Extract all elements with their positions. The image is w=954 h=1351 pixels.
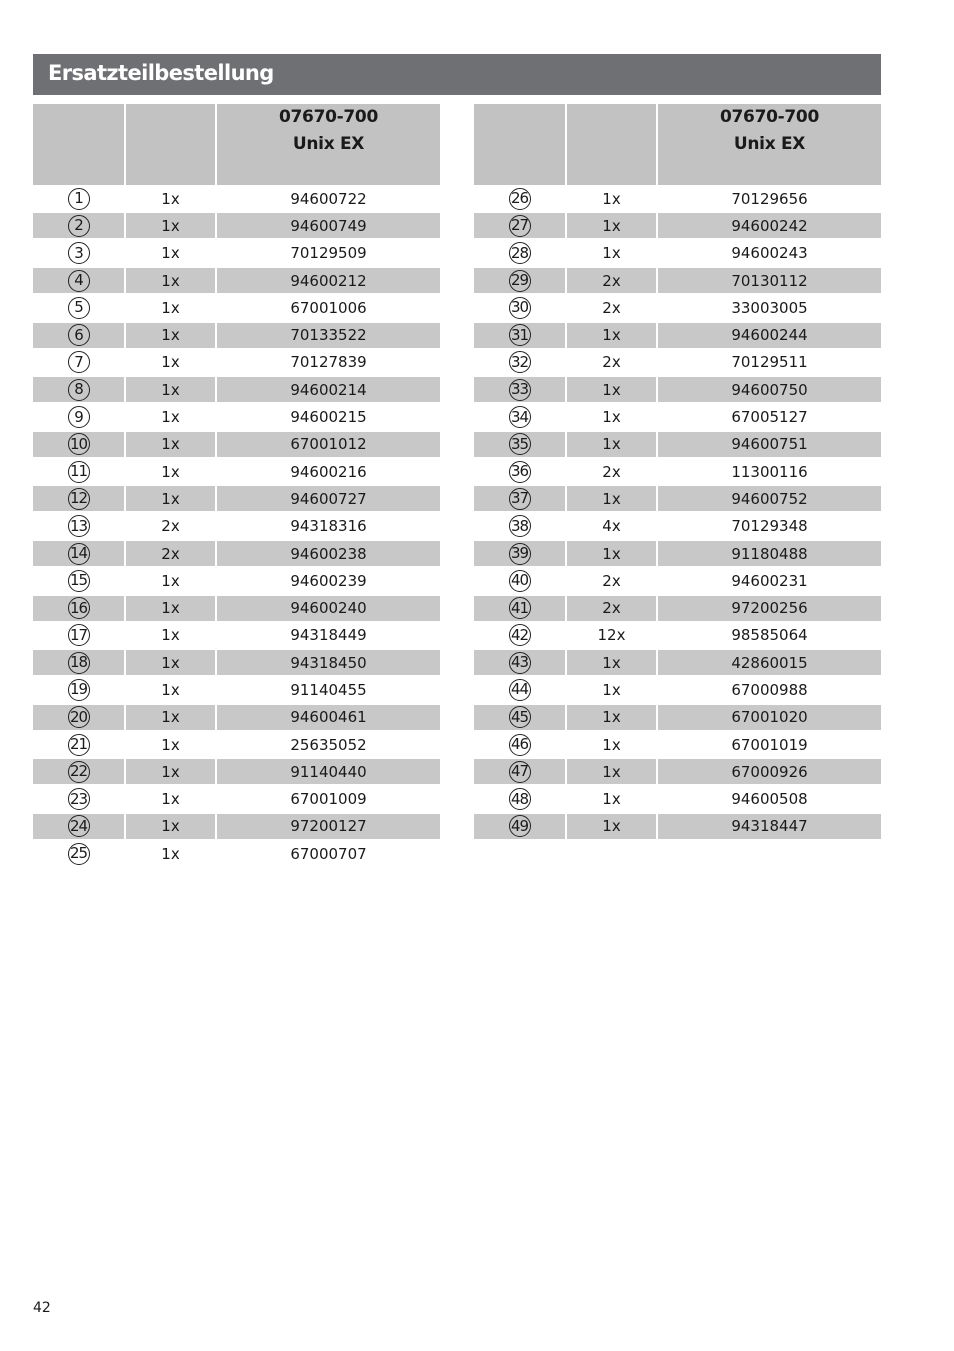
position-number: 18 [68,652,90,674]
position-cell [33,596,124,621]
part-number-cell: 67001009 [290,790,367,809]
position-cell [474,759,565,784]
table-row [33,540,440,567]
table-row [474,622,881,649]
table-row [33,403,440,430]
part-number-cell: 94600239 [290,571,367,590]
part-number-cell: 94600243 [731,244,808,263]
part-number-cell: 94600242 [658,213,881,238]
quantity-cell: 1x [161,298,180,317]
part-number-cell: 42860015 [658,650,881,675]
quantity-cell: 1x [567,814,656,839]
position-cell [33,623,124,648]
position-number: 21 [68,734,90,756]
table-row [474,513,881,540]
position-cell [33,377,124,402]
part-number-cell: 94600727 [217,486,440,511]
quantity-cell: 1x [602,408,621,427]
table-row [474,786,881,813]
table-row [33,622,440,649]
table-row [33,704,440,731]
page-number: 42 [33,1300,51,1316]
position-cell [33,241,124,266]
position-number: 9 [68,406,90,428]
table-row [474,403,881,430]
quantity-cell: 1x [567,323,656,348]
quantity-cell: 1x [602,189,621,208]
quantity-cell: 2x [161,517,180,536]
part-number-cell: 94600244 [658,323,881,348]
position-cell [474,541,565,566]
quantity-cell: 2x [602,462,621,481]
table-row [33,567,440,594]
position-number: 10 [68,433,90,455]
table-row [474,485,881,512]
position-number: 26 [509,188,531,210]
page-title: Ersatzteilbestellung [33,54,881,95]
table-row [33,676,440,703]
position-number: 25 [68,843,90,865]
table-row [33,649,440,676]
position-number: 49 [509,815,531,837]
position-cell [33,405,124,430]
part-number-cell: 67000926 [658,759,881,784]
table-row [33,240,440,267]
position-cell [33,541,124,566]
part-number-cell: 94600215 [290,408,367,427]
quantity-cell: 1x [126,323,215,348]
table-row [33,185,440,212]
table-row [33,212,440,239]
quantity-cell: 1x [567,486,656,511]
position-number: 30 [509,297,531,319]
position-number: 4 [68,270,90,292]
table-row [33,840,440,867]
position-number: 45 [509,706,531,728]
part-number-cell: 98585064 [731,626,808,645]
table-row [474,594,881,621]
quantity-cell: 1x [161,844,180,863]
table-row [33,267,440,294]
position-cell [33,841,124,866]
position-cell [33,268,124,293]
quantity-cell: 1x [161,408,180,427]
table-row [33,513,440,540]
quantity-cell: 1x [567,759,656,784]
table-row [33,431,440,458]
position-number: 40 [509,570,531,592]
part-number-cell: 67001012 [217,432,440,457]
quantity-cell: 1x [161,626,180,645]
header-cell-quantity [126,104,215,185]
position-number: 22 [68,761,90,783]
position-number: 48 [509,788,531,810]
position-cell [474,486,565,511]
part-number-cell: 94318447 [658,814,881,839]
quantity-cell: 1x [126,377,215,402]
position-cell [474,186,565,211]
position-cell [474,677,565,702]
quantity-cell: 12x [597,626,626,645]
position-cell [474,459,565,484]
part-number-cell: 33003005 [731,298,808,317]
part-number-cell: 94600216 [290,462,367,481]
part-number-cell: 94600212 [217,268,440,293]
position-cell [474,514,565,539]
quantity-cell: 2x [126,541,215,566]
table-row [33,458,440,485]
table-row [474,212,881,239]
part-number-cell: 67001019 [731,735,808,754]
quantity-cell: 2x [602,353,621,372]
position-number: 23 [68,788,90,810]
table-row [474,267,881,294]
position-cell [474,650,565,675]
quantity-cell: 1x [126,432,215,457]
quantity-cell: 1x [126,268,215,293]
part-number-cell: 91140455 [290,680,367,699]
position-cell [33,568,124,593]
part-number-cell: 67005127 [731,408,808,427]
part-number-cell: 67001020 [658,705,881,730]
table-row [33,376,440,403]
position-number: 5 [68,297,90,319]
position-cell [33,295,124,320]
table-row [474,676,881,703]
position-cell [33,514,124,539]
position-number: 12 [68,488,90,510]
position-number: 11 [68,461,90,483]
table-body [33,185,440,867]
position-number: 32 [509,351,531,373]
position-cell [33,677,124,702]
position-cell [33,814,124,839]
part-number-cell: 94600749 [217,213,440,238]
position-cell [33,186,124,211]
part-number-cell: 70129656 [731,189,808,208]
position-cell [33,432,124,457]
part-number-cell: 70127839 [290,353,367,372]
quantity-cell: 1x [567,650,656,675]
header-code: 07670-700 [279,107,378,127]
position-number: 7 [68,351,90,373]
table-header [33,104,440,185]
part-number-cell: 70129348 [731,517,808,536]
quantity-cell: 1x [126,596,215,621]
position-cell [33,213,124,238]
position-number: 2 [68,215,90,237]
position-number: 17 [68,624,90,646]
table-row [33,349,440,376]
table-row [474,349,881,376]
position-number: 27 [509,215,531,237]
table-row [474,813,881,840]
quantity-cell: 1x [602,244,621,263]
position-number: 24 [68,815,90,837]
quantity-cell: 1x [126,213,215,238]
position-number: 33 [509,379,531,401]
part-number-cell: 94600508 [731,790,808,809]
table-row [474,240,881,267]
quantity-cell: 1x [161,735,180,754]
position-number: 19 [68,679,90,701]
position-cell [33,486,124,511]
position-number: 28 [509,242,531,264]
table-row [33,731,440,758]
position-cell [33,705,124,730]
position-number: 44 [509,679,531,701]
table-row [474,321,881,348]
quantity-cell: 1x [161,353,180,372]
quantity-cell: 1x [126,814,215,839]
position-cell [474,568,565,593]
quantity-cell: 1x [161,189,180,208]
table-row [33,758,440,785]
part-number-cell: 25635052 [290,735,367,754]
position-number: 37 [509,488,531,510]
position-number: 20 [68,706,90,728]
quantity-cell: 1x [567,541,656,566]
table-row [33,294,440,321]
quantity-cell: 1x [602,680,621,699]
quantity-cell: 1x [567,377,656,402]
quantity-cell: 1x [161,462,180,481]
position-number: 1 [68,188,90,210]
position-cell [474,596,565,621]
part-number-cell: 94600722 [290,189,367,208]
position-cell [33,350,124,375]
table-row [33,321,440,348]
position-cell [33,787,124,812]
position-cell [474,814,565,839]
position-number: 47 [509,761,531,783]
part-number-cell: 91140440 [217,759,440,784]
part-number-cell: 94600751 [658,432,881,457]
header-cell-number [33,104,124,185]
header-model: Unix EX [292,134,365,154]
part-number-cell: 97200256 [658,596,881,621]
part-number-cell: 94600238 [217,541,440,566]
part-number-cell: 94600752 [658,486,881,511]
quantity-cell: 1x [126,486,215,511]
table-row [474,731,881,758]
position-number: 36 [509,461,531,483]
position-number: 46 [509,734,531,756]
position-number: 35 [509,433,531,455]
position-cell [474,295,565,320]
part-number-cell: 70129511 [731,353,808,372]
part-number-cell: 67001006 [290,298,367,317]
position-cell [33,732,124,757]
position-cell [33,459,124,484]
header-code: 07670-700 [720,107,819,127]
quantity-cell: 1x [126,759,215,784]
position-cell [474,213,565,238]
quantity-cell: 1x [602,735,621,754]
table-row [33,485,440,512]
table-body [474,185,881,840]
header-cell-model [658,104,881,185]
position-number: 29 [509,270,531,292]
quantity-cell: 1x [567,705,656,730]
quantity-cell: 1x [161,790,180,809]
position-cell [474,432,565,457]
position-cell [474,323,565,348]
header-model: Unix EX [733,134,806,154]
position-cell [33,759,124,784]
quantity-cell: 1x [161,571,180,590]
parts-table-right [474,104,881,840]
position-cell [474,732,565,757]
position-number: 13 [68,515,90,537]
table-row [33,786,440,813]
position-cell [474,623,565,648]
quantity-cell: 2x [567,268,656,293]
position-number: 3 [68,242,90,264]
table-row [474,185,881,212]
part-number-cell: 94600214 [217,377,440,402]
table-row [474,758,881,785]
position-number: 41 [509,597,531,619]
header-cell-number [474,104,565,185]
position-number: 42 [509,624,531,646]
quantity-cell: 4x [602,517,621,536]
table-row [474,458,881,485]
table-row [33,813,440,840]
quantity-cell: 2x [602,571,621,590]
position-number: 16 [68,597,90,619]
position-number: 39 [509,543,531,565]
position-number: 14 [68,543,90,565]
part-number-cell: 70133522 [217,323,440,348]
position-number: 43 [509,652,531,674]
part-number-cell: 94318450 [217,650,440,675]
quantity-cell: 2x [567,596,656,621]
table-header [474,104,881,185]
part-number-cell: 94318449 [290,626,367,645]
position-cell [474,241,565,266]
position-number: 38 [509,515,531,537]
quantity-cell: 1x [567,432,656,457]
part-number-cell: 94600240 [217,596,440,621]
position-cell [474,705,565,730]
part-number-cell: 67000988 [731,680,808,699]
part-number-cell: 94318316 [290,517,367,536]
part-number-cell: 67000707 [290,844,367,863]
part-number-cell: 97200127 [217,814,440,839]
table-row [474,704,881,731]
quantity-cell: 1x [161,244,180,263]
position-number: 15 [68,570,90,592]
table-row [33,594,440,621]
position-number: 31 [509,324,531,346]
header-cell-model [217,104,440,185]
position-number: 34 [509,406,531,428]
position-number: 6 [68,324,90,346]
position-cell [474,405,565,430]
part-number-cell: 94600461 [217,705,440,730]
table-row [474,540,881,567]
quantity-cell: 1x [161,680,180,699]
position-cell [474,268,565,293]
quantity-cell: 1x [602,790,621,809]
part-number-cell: 11300116 [731,462,808,481]
part-number-cell: 94600231 [731,571,808,590]
table-row [474,294,881,321]
quantity-cell: 1x [126,705,215,730]
quantity-cell: 1x [567,213,656,238]
parts-table-left [33,104,440,867]
position-cell [33,650,124,675]
quantity-cell: 2x [602,298,621,317]
table-row [474,567,881,594]
part-number-cell: 70129509 [290,244,367,263]
position-cell [33,323,124,348]
position-cell [474,787,565,812]
quantity-cell: 1x [126,650,215,675]
table-row [474,431,881,458]
part-number-cell: 94600750 [658,377,881,402]
part-number-cell: 70130112 [658,268,881,293]
position-cell [474,350,565,375]
header-cell-quantity [567,104,656,185]
table-row [474,649,881,676]
position-cell [474,377,565,402]
part-number-cell: 91180488 [658,541,881,566]
position-number: 8 [68,379,90,401]
table-row [474,376,881,403]
